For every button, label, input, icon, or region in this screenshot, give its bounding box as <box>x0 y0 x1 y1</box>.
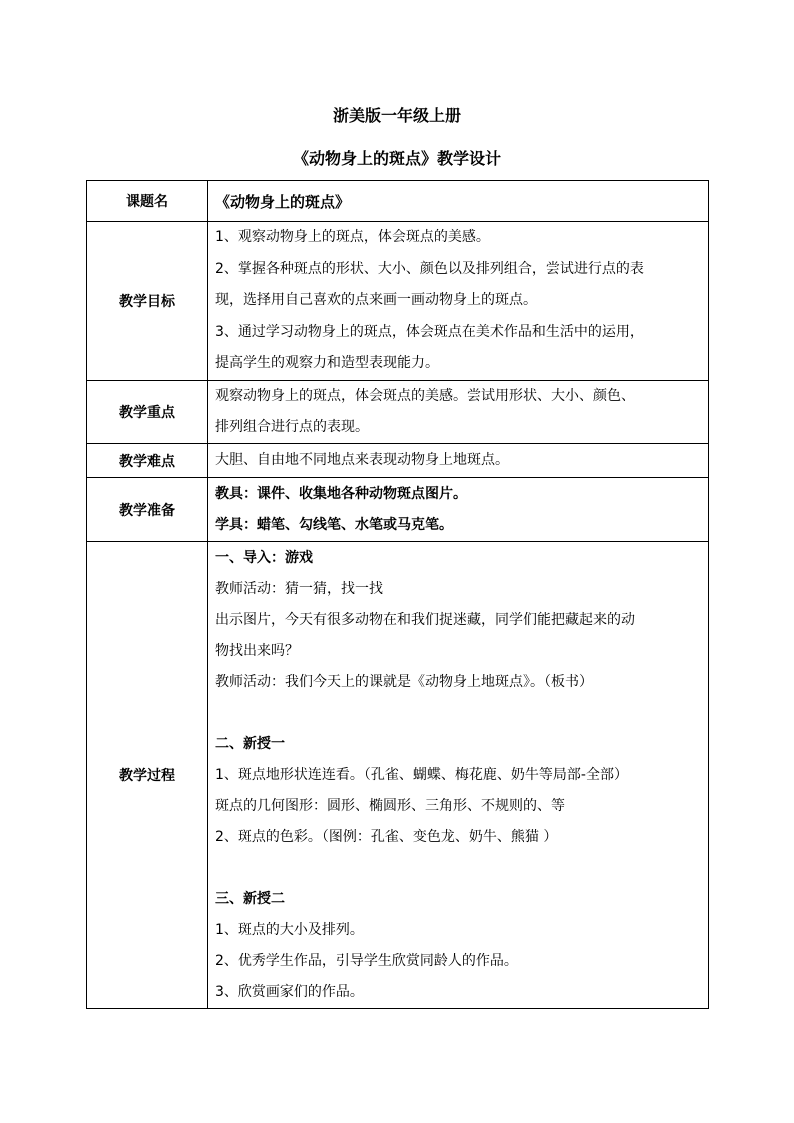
lesson-plan-table <box>86 180 709 1009</box>
objectives-label: 教学目标 <box>87 222 208 381</box>
table-row-key-points <box>87 381 709 444</box>
process-line: 3、欣赏画家们的作品。 <box>215 983 364 1000</box>
section-spacer <box>215 698 700 729</box>
objective-line: 提高学生的观察力和造型表现能力。 <box>215 355 439 372</box>
section-heading-intro: 一、导入：游戏 <box>215 549 313 566</box>
process-line: 2、斑点的色彩。（图例：孔雀、变色龙、奶牛、熊猫 ） <box>215 828 558 845</box>
key-point-line: 观察动物身上的斑点，体会斑点的美感。尝试用形状、大小、颜色、 <box>215 388 635 404</box>
course-label: 课题名 <box>87 181 208 222</box>
table-row-difficulties <box>87 444 709 478</box>
table-row-process <box>87 542 709 1009</box>
document-title: 浙美版一年级上册 <box>332 106 461 125</box>
process-label: 教学过程 <box>87 542 208 1009</box>
table-row-preparation <box>87 478 709 542</box>
section-spacer <box>215 853 700 884</box>
table-row-objectives <box>87 222 709 381</box>
objective-line: 3、通过学习动物身上的斑点，体会斑点在美术作品和生活中的运用， <box>215 323 644 340</box>
difficulties-value <box>208 444 709 478</box>
objective-line: 现，选择用自己喜欢的点来画一画动物身上的斑点。 <box>215 292 537 309</box>
process-line: 教师活动：猜一猜，找一找 <box>215 580 383 597</box>
key-points-content <box>208 381 709 444</box>
objective-line: 2、掌握各种斑点的形状、大小、颜色以及排列组合，尝试进行点的表 <box>215 260 644 277</box>
process-line: 教师活动：我们今天上的课就是《动物身上地斑点》。（板书） <box>215 673 593 690</box>
objectives-content <box>208 222 709 381</box>
objective-line: 1、观察动物身上的斑点，体会斑点的美感。 <box>215 229 490 246</box>
process-line: 出示图片，今天有很多动物在和我们捉迷藏，同学们能把藏起来的动 <box>215 611 635 628</box>
table-row-course <box>87 181 709 222</box>
section-heading-new-1: 二、新授一 <box>215 735 285 752</box>
document-subtitle: 《动物身上的斑点》教学设计 <box>292 149 501 168</box>
key-point-line: 排列组合进行点的表现。 <box>215 419 369 435</box>
process-line: 物找出来吗？ <box>215 642 299 659</box>
process-line: 2、优秀学生作品，引导学生欣赏同龄人的作品。 <box>215 952 518 969</box>
section-heading-new-2: 三、新授二 <box>215 890 285 907</box>
student-materials: 学具：蜡笔、勾线笔、水笔或马克笔。 <box>215 516 453 533</box>
course-value: 《动物身上的斑点》 <box>208 181 709 222</box>
preparation-content <box>208 478 709 542</box>
key-points-label: 教学重点 <box>87 381 208 444</box>
process-line: 1、斑点的大小及排列。 <box>215 921 364 938</box>
process-line: 1、斑点地形状连连看。（孔雀、蝴蝶、梅花鹿、奶牛等局部-全部） <box>215 766 628 783</box>
process-line: 斑点的几何图形：圆形、椭圆形、三角形、不规则的、等 <box>215 797 565 814</box>
process-content <box>208 542 709 1009</box>
difficulties-label: 教学难点 <box>87 444 208 478</box>
teacher-materials: 教具：课件、收集地各种动物斑点图片。 <box>215 485 467 502</box>
preparation-label: 教学准备 <box>87 478 208 542</box>
difficulty-line: 大胆、自由地不同地点来表现动物身上地斑点。 <box>215 452 509 468</box>
